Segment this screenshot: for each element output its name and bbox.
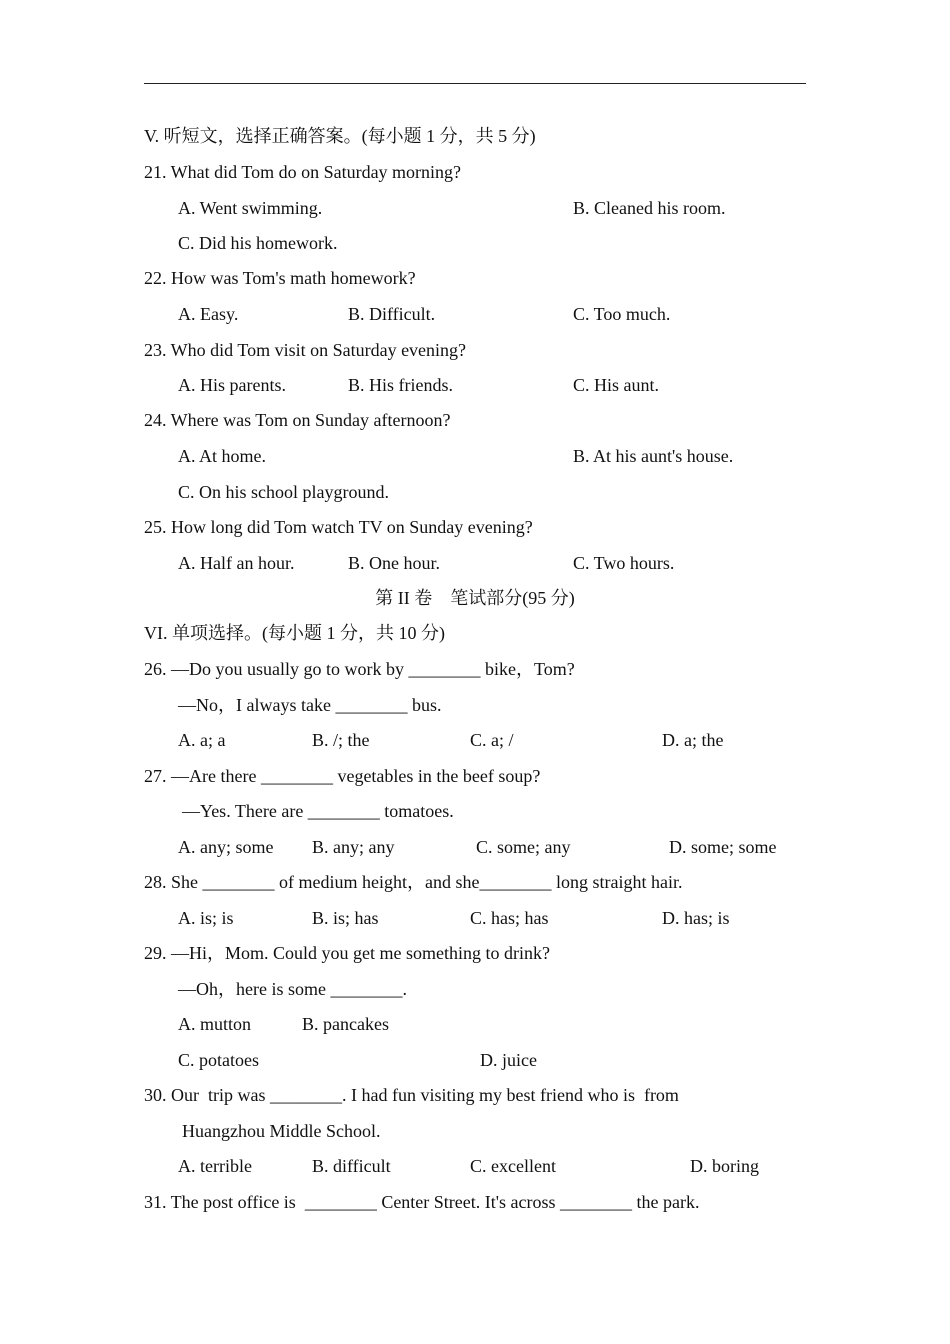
q21-option-c: C. Did his homework. [178, 233, 338, 253]
q22-option-c: C. Too much. [573, 304, 671, 324]
section6-heading: VI. 单项选择。(每小题 1 分，共 10 分) [144, 623, 445, 643]
q30-option-a: A. terrible [178, 1156, 252, 1176]
q21-stem: 21. What did Tom do on Saturday morning? [144, 162, 462, 182]
q26-option-d: D. a; the [662, 730, 724, 750]
q27-stem-2: —Yes. There are ________ tomatoes. [182, 801, 454, 821]
q28-option-b: B. is; has [312, 908, 379, 928]
q23-option-b: B. His friends. [348, 375, 453, 395]
q27-option-b: B. any; any [312, 837, 395, 857]
q30-stem: 30. Our trip was ________. I had fun visiting my best friend who is from [144, 1085, 679, 1105]
q26-option-b: B. /; the [312, 730, 370, 750]
q29-stem: 29. —Hi，Mom. Could you get me something to drink? [144, 943, 550, 963]
q30-stem-2: Huangzhou Middle School. [182, 1121, 381, 1141]
header-rule [144, 83, 806, 84]
q21-option-a: A. Went swimming. [178, 198, 323, 218]
q22-option-a: A. Easy. [178, 304, 239, 324]
q23-option-c: C. His aunt. [573, 375, 660, 395]
q27-stem: 27. —Are there ________ vegetables in the beef soup? [144, 766, 541, 786]
q24-option-a: A. At home. [178, 446, 266, 466]
q30-option-d: D. boring [690, 1156, 759, 1176]
q30-option-b: B. difficult [312, 1156, 391, 1176]
q27-option-d: D. some; some [669, 837, 777, 857]
q29-option-a: A. mutton [178, 1014, 252, 1034]
section5-heading: V. 听短文，选择正确答案。(每小题 1 分，共 5 分) [144, 126, 536, 146]
q22-option-b: B. Difficult. [348, 304, 436, 324]
q25-option-a: A. Half an hour. [178, 553, 295, 573]
q31-stem: 31. The post office is ________ Center Street. It's across ________ the park. [144, 1192, 700, 1212]
q25-stem: 25. How long did Tom watch TV on Sunday evening? [144, 517, 533, 537]
q29-option-b: B. pancakes [302, 1014, 389, 1034]
part2-title: 第 II 卷 笔试部分(95 分) [375, 588, 575, 608]
q28-stem: 28. She ________ of medium height，and she________ long straight hair. [144, 872, 683, 892]
q24-option-b: B. At his aunt's house. [573, 446, 734, 466]
q27-option-a: A. any; some [178, 837, 274, 857]
q24-option-c: C. On his school playground. [178, 482, 389, 502]
q28-option-d: D. has; is [662, 908, 730, 928]
q26-stem: 26. —Do you usually go to work by ________ bike，Tom? [144, 659, 575, 679]
q23-stem: 23. Who did Tom visit on Saturday evening? [144, 340, 467, 360]
q29-option-d: D. juice [480, 1050, 537, 1070]
q30-option-c: C. excellent [470, 1156, 556, 1176]
q27-option-c: C. some; any [476, 837, 571, 857]
q28-option-c: C. has; has [470, 908, 549, 928]
q21-option-b: B. Cleaned his room. [573, 198, 726, 218]
q26-stem-2: —No，I always take ________ bus. [178, 695, 442, 715]
q24-stem: 24. Where was Tom on Sunday afternoon? [144, 410, 451, 430]
q23-option-a: A. His parents. [178, 375, 286, 395]
q29-option-c: C. potatoes [178, 1050, 259, 1070]
q29-stem-2: —Oh，here is some ________. [178, 979, 407, 999]
q25-option-c: C. Two hours. [573, 553, 675, 573]
q26-option-c: C. a; / [470, 730, 514, 750]
q28-option-a: A. is; is [178, 908, 234, 928]
q26-option-a: A. a; a [178, 730, 226, 750]
q25-option-b: B. One hour. [348, 553, 440, 573]
q22-stem: 22. How was Tom's math homework? [144, 268, 416, 288]
